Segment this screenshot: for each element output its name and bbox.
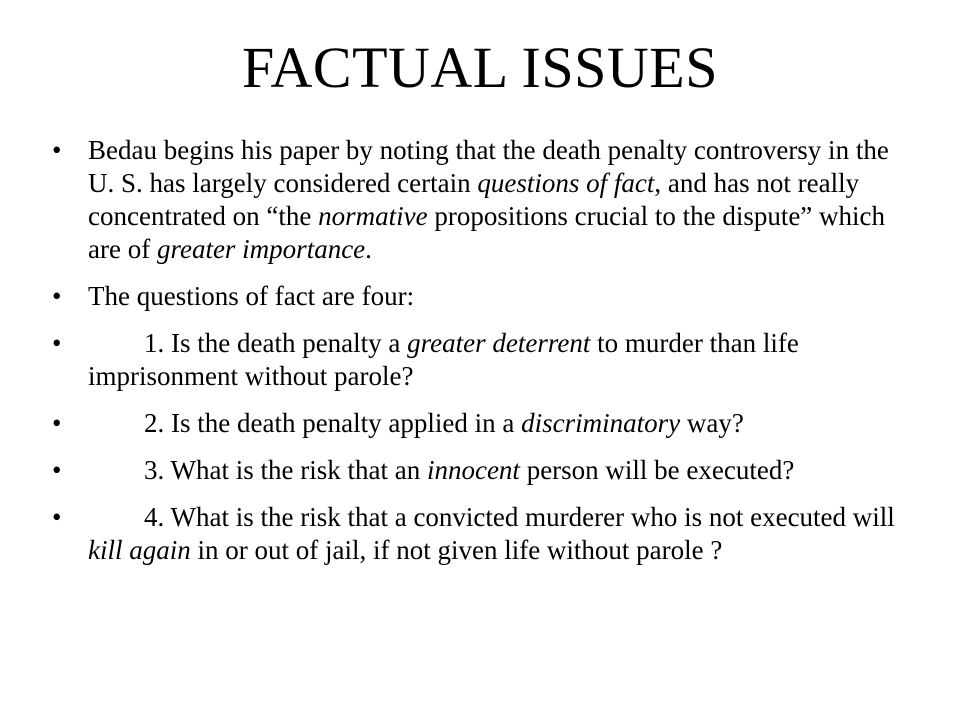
text-run: to murder than life imprisonment without parole? xyxy=(88,328,799,391)
emphasized-text: questions of fact xyxy=(477,168,655,198)
emphasized-text: discriminatory xyxy=(521,408,681,438)
bullet-text xyxy=(88,455,794,485)
bullet-text xyxy=(88,408,744,438)
emphasized-text: kill again xyxy=(88,535,191,565)
bullet-marker: • xyxy=(52,328,62,358)
text-run: Bedau begins his paper by noting that the death penalty controversy in the U. S. has largely considered certain xyxy=(88,135,889,198)
bullet-marker: • xyxy=(52,408,62,438)
text-run: 3. What is the risk that an xyxy=(144,455,427,485)
bullet-item xyxy=(48,280,920,313)
bullet-marker: • xyxy=(52,455,62,485)
emphasized-text: innocent xyxy=(426,455,520,485)
bullet-item xyxy=(48,134,920,266)
bullet-text xyxy=(88,502,895,565)
bullet-item xyxy=(48,327,920,393)
text-run: in or out of jail, if not given life without parole ? xyxy=(190,535,723,565)
text-run: 2. Is the death penalty applied in a xyxy=(144,408,522,438)
bullet-item xyxy=(48,501,920,567)
text-run: propositions crucial to the dispute” which are of xyxy=(88,201,886,264)
bullet-marker: • xyxy=(52,281,62,311)
text-run: , and has not really concentrated on “the xyxy=(88,168,860,231)
bullet-text xyxy=(88,135,889,264)
text-run: way? xyxy=(680,408,744,438)
emphasized-text: greater deterrent xyxy=(407,328,591,358)
text-run: 4. What is the risk that a convicted murderer who is not executed will xyxy=(144,502,895,532)
bullet-marker: • xyxy=(52,135,62,165)
slide-title: FACTUAL ISSUES xyxy=(242,35,718,100)
text-run: . xyxy=(365,234,372,264)
text-run: The questions of fact are four: xyxy=(88,281,415,311)
bullet-item xyxy=(48,454,920,487)
bullet-marker: • xyxy=(52,502,62,532)
bullet-item xyxy=(48,407,920,440)
bullet-text xyxy=(88,328,799,391)
text-run: person will be executed? xyxy=(519,455,795,485)
bullet-text xyxy=(88,281,414,311)
emphasized-text: greater importance xyxy=(156,234,366,264)
emphasized-text: normative xyxy=(318,201,428,231)
bullet-list xyxy=(48,134,920,581)
text-run: 1. Is the death penalty a xyxy=(144,328,408,358)
